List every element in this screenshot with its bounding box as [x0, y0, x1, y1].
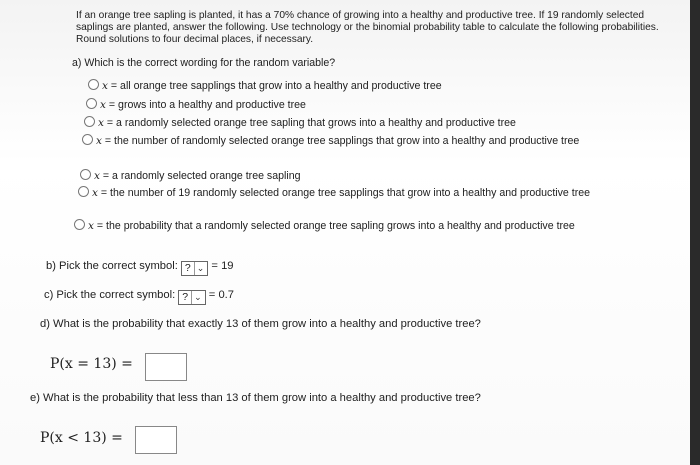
radio-button[interactable]: [84, 116, 95, 127]
option-4[interactable]: [82, 134, 662, 148]
option-label: = a randomly selected orange tree sapling that grows into a healthy and productive tree: [103, 117, 516, 129]
variable-x: x: [102, 80, 108, 92]
option-6[interactable]: [78, 186, 628, 200]
select-value: ?: [184, 262, 191, 274]
part-c-symbol-select[interactable]: [178, 290, 205, 305]
chevron-down-icon: ⌄: [191, 291, 202, 304]
option-3[interactable]: [84, 116, 644, 130]
part-b-symbol-select[interactable]: [181, 261, 208, 276]
part-d-question: d) What is the probability that exactly 13 of them grow into a healthy and productive tree?: [40, 318, 481, 330]
option-1[interactable]: [88, 79, 648, 93]
variable-x: x: [88, 220, 94, 232]
chevron-down-icon: ⌄: [194, 262, 205, 275]
option-label: = the number of 19 randomly selected orange tree sapplings that grow into a healthy and productive tree: [97, 187, 591, 199]
option-label: = a randomly selected orange tree sapling: [99, 170, 301, 182]
variable-x: x: [96, 135, 102, 147]
variable-x: x: [94, 170, 100, 182]
part-e-question: e) What is the probability that less than 13 of them grow into a healthy and productive tree?: [30, 392, 481, 404]
part-c-value: = 0.7: [208, 289, 234, 301]
part-c-label: c) Pick the correct symbol:: [44, 289, 176, 301]
part-c-row: [44, 289, 234, 305]
select-value: ?: [182, 291, 189, 303]
part-e-answer-input[interactable]: [135, 426, 177, 454]
part-b-value: = 19: [211, 260, 234, 272]
option-label: = the number of randomly selected orange tree sapplings that grow into a healthy and productive tree: [101, 135, 580, 147]
problem-intro: If an orange tree sapling is planted, it has a 70% chance of growing into a healthy and productive tree. If 19 randomly selected saplings are planted, answer the following. Use technology or the binomial probability table to calculate the following probabilities. Round solutions to four decimal places, if necessary.: [76, 10, 659, 45]
part-e-expression: P(x < 13) =: [40, 430, 123, 446]
radio-button[interactable]: [88, 79, 99, 90]
radio-button[interactable]: [80, 169, 91, 180]
radio-button[interactable]: [74, 219, 85, 230]
option-7[interactable]: [74, 219, 684, 233]
variable-x: x: [92, 187, 98, 199]
radio-button[interactable]: [82, 134, 93, 145]
part-a-question: a) Which is the correct wording for the random variable?: [72, 57, 336, 69]
part-b-label: b) Pick the correct symbol:: [46, 260, 178, 272]
part-d-answer-input[interactable]: [145, 353, 187, 381]
radio-button[interactable]: [86, 98, 97, 109]
part-d-expression: P(x = 13) =: [50, 356, 133, 372]
variable-x: x: [98, 117, 104, 129]
variable-x: x: [100, 99, 106, 111]
option-label: = the probability that a randomly selected orange tree sapling grows into a healthy and productive tree: [93, 220, 575, 232]
part-b-row: [46, 260, 234, 276]
radio-button[interactable]: [78, 186, 89, 197]
option-5[interactable]: [80, 169, 640, 183]
option-label: = all orange tree sapplings that grow into a healthy and productive tree: [107, 80, 442, 92]
option-2[interactable]: [86, 98, 646, 112]
option-label: = grows into a healthy and productive tree: [105, 99, 306, 111]
